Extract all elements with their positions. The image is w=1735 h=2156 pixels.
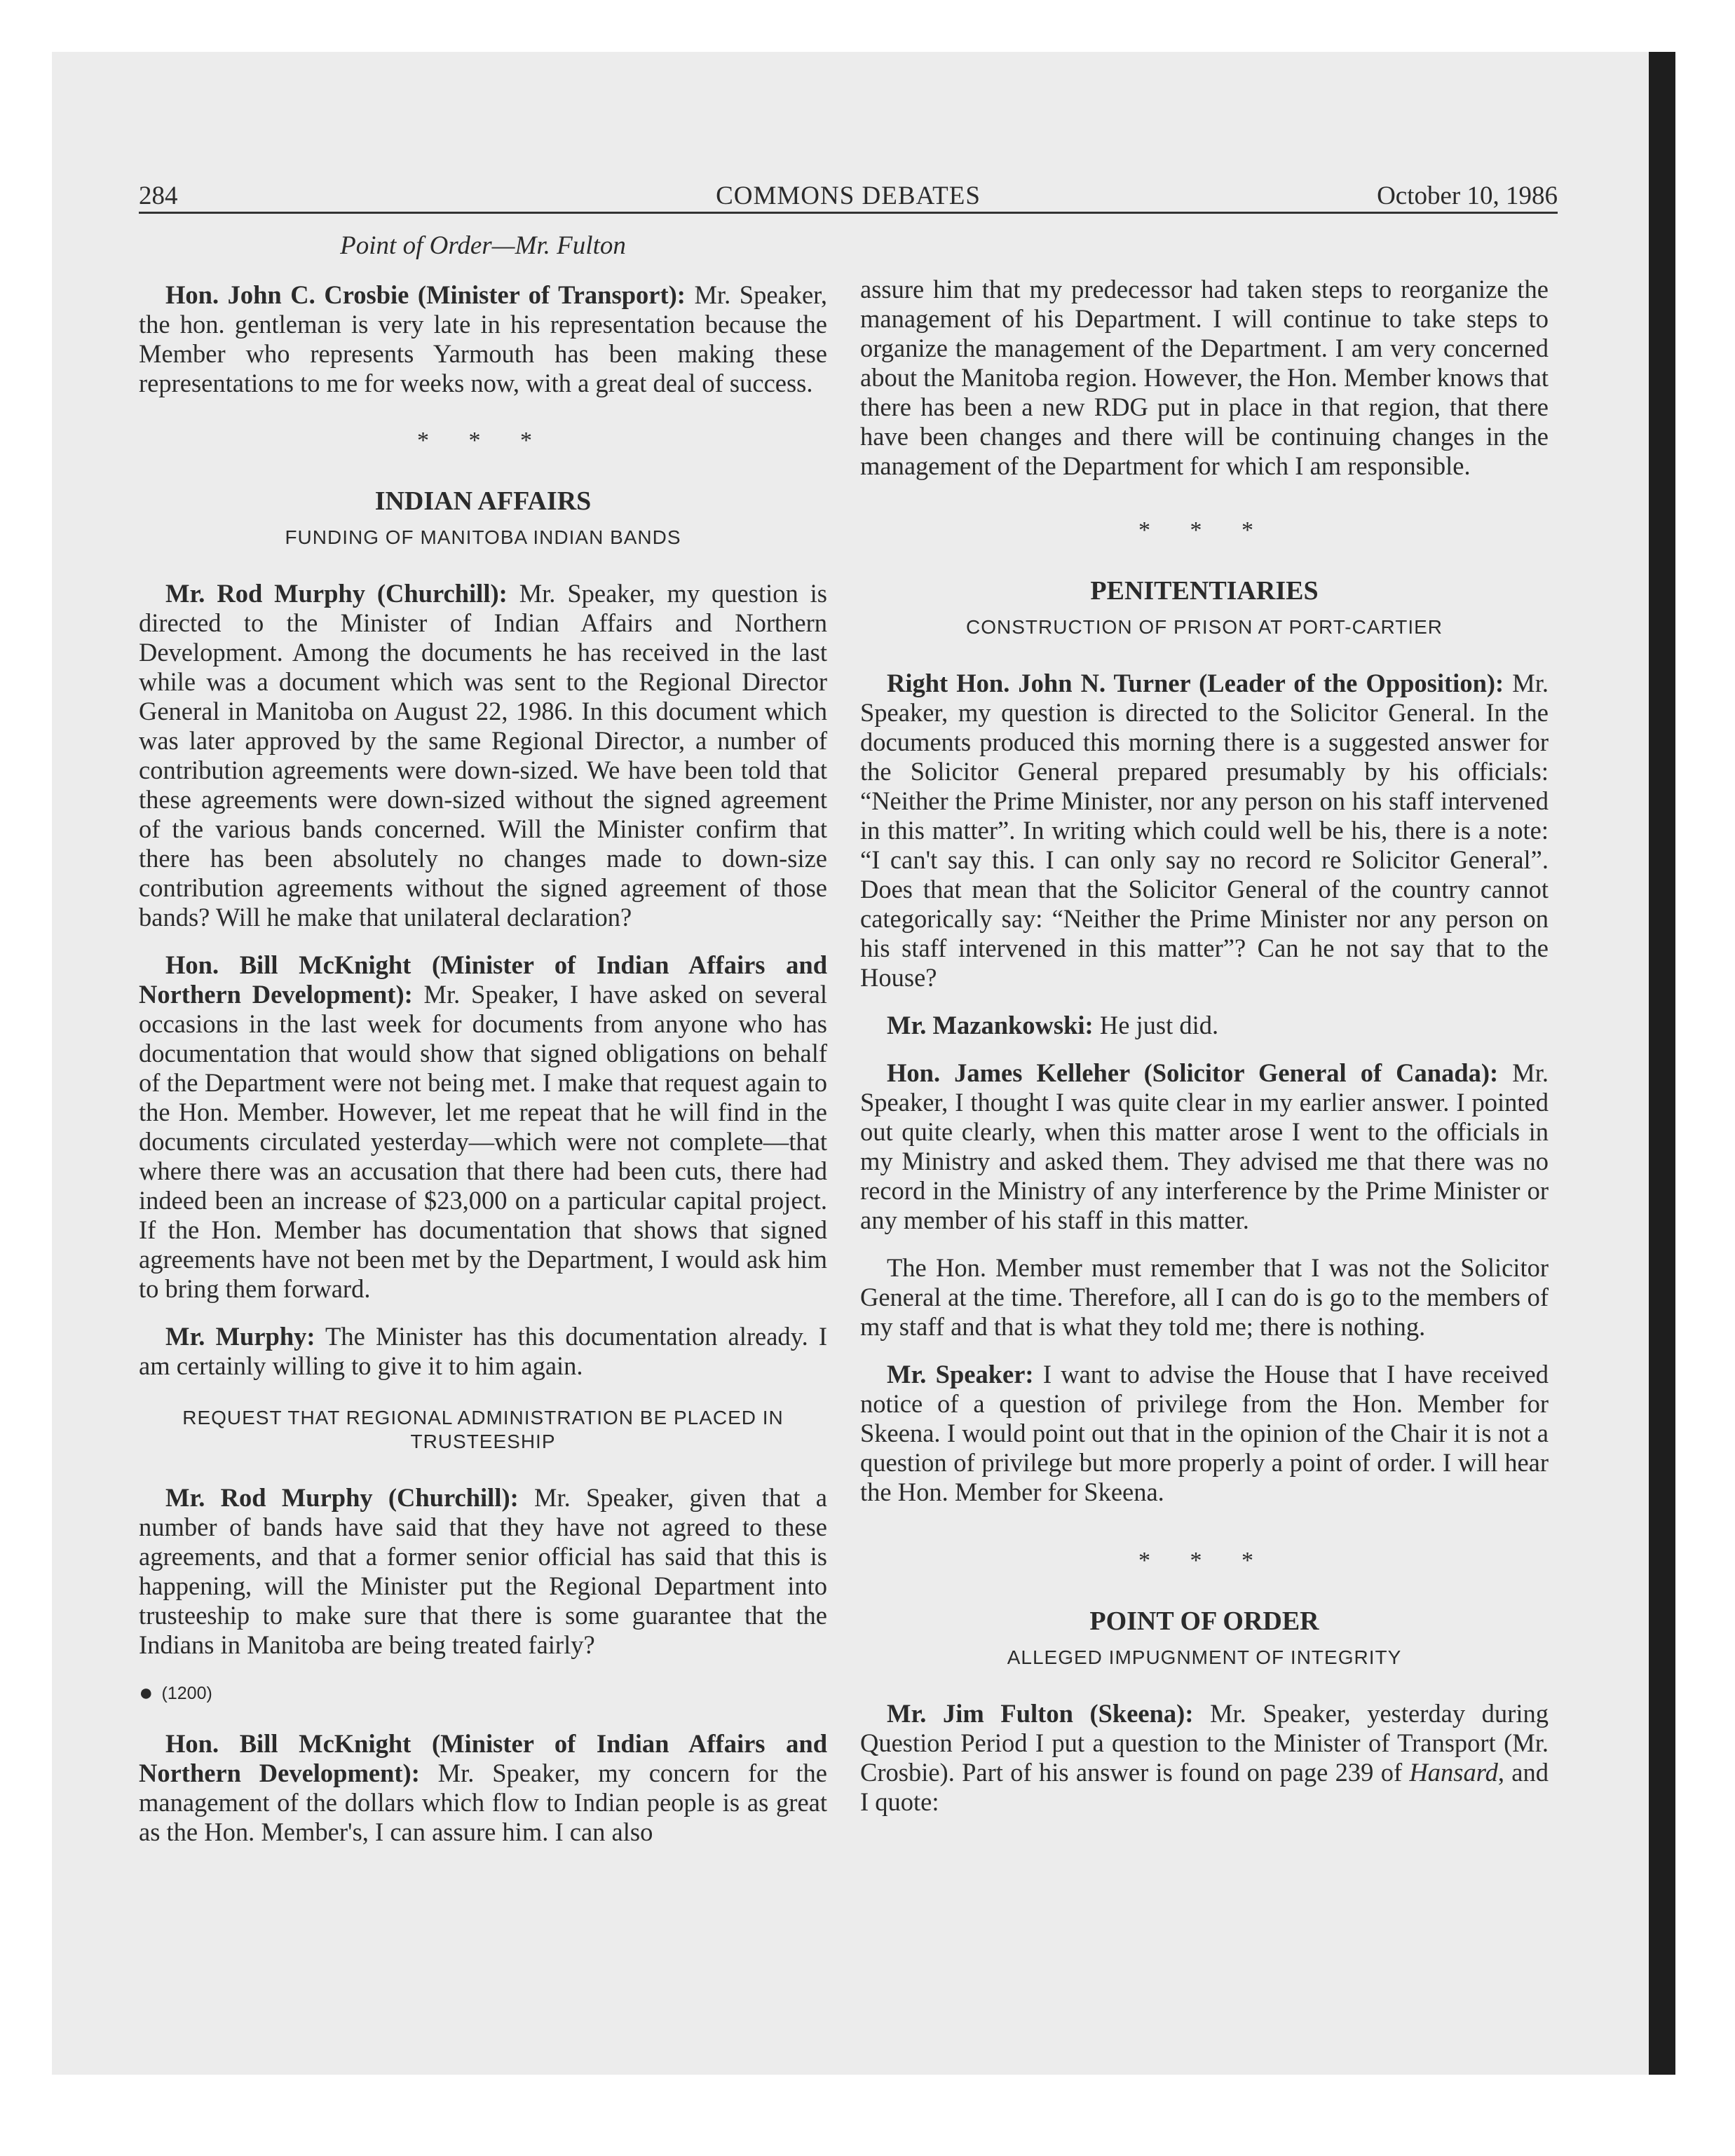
speaker-name: Hon. Bill McKnight (Minister of Indian Affairs and Northern Development): bbox=[139, 950, 827, 1009]
paragraph-text: The Minister has this documentation already. I am certainly willing to give it to him again. bbox=[139, 1322, 827, 1380]
paragraph-text: Mr. Speaker, the hon. gentleman is very late in his representation because the Member who represents Yarmouth has been making these representations to me for weeks now, with a great deal of success. bbox=[139, 280, 827, 397]
section-subheading: REQUEST THAT REGIONAL ADMINISTRATION BE PLACED IN TRUSTEESHIP bbox=[182, 1407, 784, 1452]
paragraph bbox=[860, 1058, 1549, 1235]
column-spacer bbox=[860, 226, 1549, 275]
paragraph: assure him that my predecessor had taken steps to reorganize the management of his Department. I will continue to take steps to organize the management of the Department. I am very concerned about the Manitoba region. However, the Hon. Member knows that there has been a new RDG put in place in that region, that there have been changes and there will be continuing changes in the management of the Department for which I am responsible. bbox=[860, 275, 1549, 480]
paragraph-text: He just did. bbox=[1093, 1011, 1219, 1039]
right-column bbox=[860, 226, 1549, 1835]
section-divider: * * * bbox=[1138, 1548, 1270, 1574]
section-heading: POINT OF ORDER bbox=[1089, 1606, 1319, 1636]
speaker-name: Mr. Rod Murphy (Churchill): bbox=[165, 579, 508, 608]
section-divider: * * * bbox=[1138, 517, 1270, 543]
paragraph bbox=[860, 1011, 1549, 1040]
section-heading: INDIAN AFFAIRS bbox=[374, 486, 592, 516]
paragraph bbox=[139, 1322, 827, 1381]
paragraph: The Hon. Member must remember that I was not the Solicitor General at the time. Therefore, all I can do is go to the members of my staff and that is what they told me; there is nothing. bbox=[860, 1253, 1549, 1341]
speaker-name: Mr. Speaker: bbox=[887, 1360, 1034, 1389]
paragraph bbox=[139, 579, 827, 932]
left-column bbox=[139, 226, 827, 1865]
paragraph bbox=[860, 669, 1549, 992]
section-subheading: FUNDING OF MANITOBA INDIAN BANDS bbox=[285, 526, 681, 548]
speaker-name: Hon. John C. Crosbie (Minister of Transport): bbox=[165, 280, 686, 309]
timestamp-text: (1200) bbox=[161, 1684, 212, 1703]
publication-title: COMMONS DEBATES bbox=[716, 182, 981, 210]
speaker-name: Hon. James Kelleher (Solicitor General of Canada): bbox=[887, 1058, 1499, 1087]
speaker-name: Right Hon. John N. Turner (Leader of the Opposition): bbox=[887, 669, 1504, 697]
time-marker bbox=[139, 1678, 827, 1708]
paragraph bbox=[139, 950, 827, 1304]
publication-date: October 10, 1986 bbox=[1377, 182, 1558, 210]
section-subheading: ALLEGED IMPUGNMENT OF INTEGRITY bbox=[1007, 1646, 1402, 1668]
section-divider: * * * bbox=[417, 428, 549, 453]
running-head: Point of Order—Mr. Fulton bbox=[340, 231, 626, 260]
paragraph-text: Mr. Speaker, my question is directed to the Minister of Indian Affairs and Northern Development. Among the documents he has received in the last while was a document which was sent to the Regional Director General in Manitoba on August 22, 1986. In this document which was later approved by the same Regional Director, a number of contribution agreements were down-sized. We have been told that these agreements were down-sized without the signed agreement of the various bands concerned. Will the Minister confirm that there has been absolutely no changes made to down-size contribution agreements without the signed agreement of those bands? Will he make that unilateral declaration? bbox=[139, 579, 827, 932]
paragraph-text: Mr. Speaker, given that a number of bands have said that they have not agreed to these agreements, and that a former senior official has said that this is happening, will the Minister put the Regional Department into trusteeship to make sure that there is some guarantee that the Indians in Manitoba are being treated fairly? bbox=[139, 1483, 827, 1659]
header-rule bbox=[139, 212, 1558, 214]
speaker-name: Mr. Mazankowski: bbox=[887, 1011, 1094, 1039]
speaker-name: Mr. Rod Murphy (Churchill): bbox=[165, 1483, 519, 1512]
paragraph bbox=[860, 1699, 1549, 1817]
paragraph bbox=[860, 1360, 1549, 1507]
paragraph-text: Mr. Speaker, I thought I was quite clear in my earlier answer. I pointed out quite clearly, when this matter arose I went to the officials in my Ministry and asked them. They advised me that there was no record in the Ministry of any interference by the Prime Minister or any member of his staff in this matter. bbox=[860, 1058, 1549, 1234]
paragraph-text: Mr. Speaker, I have asked on several occasions in the last week for documents from anyone who has documentation that would show that signed obligations on behalf of the Department were not being met. I make that request again to the Hon. Member. However, let me repeat that he will find in the documents circulated yesterday—which were not complete—that where there was an accusation that there had been cuts, there had indeed been an increase of $23,000 on a particular capital project. If the Hon. Member has documentation that shows that signed agreements have not been met by the Department, I would ask him to bring them forward. bbox=[139, 980, 827, 1303]
paragraph-text: Mr. Speaker, my question is directed to the Solicitor General. In the documents produced this morning there is a suggested answer for the Solicitor General prepared presumably by his officials: “Neither the Prime Minister, nor any person on his staff intervened in this matter”. In writing which could well be his, there is a note: “I can't say this. I can only say no record re Solicitor General”. Does that mean that the Solicitor General of the country cannot categorically say: “Neither the Prime Minister nor any person on his staff intervened in this matter”? Can he not say that to the House? bbox=[860, 669, 1549, 992]
paragraph-text: , and I quote: bbox=[860, 1758, 1549, 1816]
section-subheading: CONSTRUCTION OF PRISON AT PORT-CARTIER bbox=[966, 616, 1443, 638]
page-header bbox=[139, 175, 1558, 217]
paragraph-text: I want to advise the House that I have received notice of a question of privilege from the Hon. Member for Skeena. I would point out that in the opinion of the Chair it is not a question of privilege but more properly a point of order. I will hear the Hon. Member for Skeena. bbox=[860, 1360, 1549, 1506]
paragraph bbox=[139, 1483, 827, 1660]
section-heading: PENITENTIARIES bbox=[1090, 576, 1319, 606]
paragraph bbox=[139, 1729, 827, 1847]
paragraph-text: Mr. Speaker, yesterday during Question Period I put a question to the Minister of Transport (Mr. Crosbie). Part of his answer is found on page 239 of bbox=[860, 1699, 1549, 1787]
speaker-name: Hon. Bill McKnight (Minister of Indian Affairs and Northern Development): bbox=[139, 1729, 827, 1787]
paragraph bbox=[139, 280, 827, 398]
paragraph-text: Mr. Speaker, my concern for the management of the dollars which flow to Indian people is as great as the Hon. Member's, I can assure him. I can also bbox=[139, 1759, 827, 1846]
scan-edge bbox=[1649, 52, 1675, 2075]
publication-name: Hansard bbox=[1409, 1758, 1498, 1787]
bullet-icon: ● bbox=[139, 1679, 154, 1706]
speaker-name: Mr. Jim Fulton (Skeena): bbox=[887, 1699, 1194, 1728]
speaker-name: Mr. Murphy: bbox=[165, 1322, 315, 1351]
page-number: 284 bbox=[139, 182, 178, 210]
